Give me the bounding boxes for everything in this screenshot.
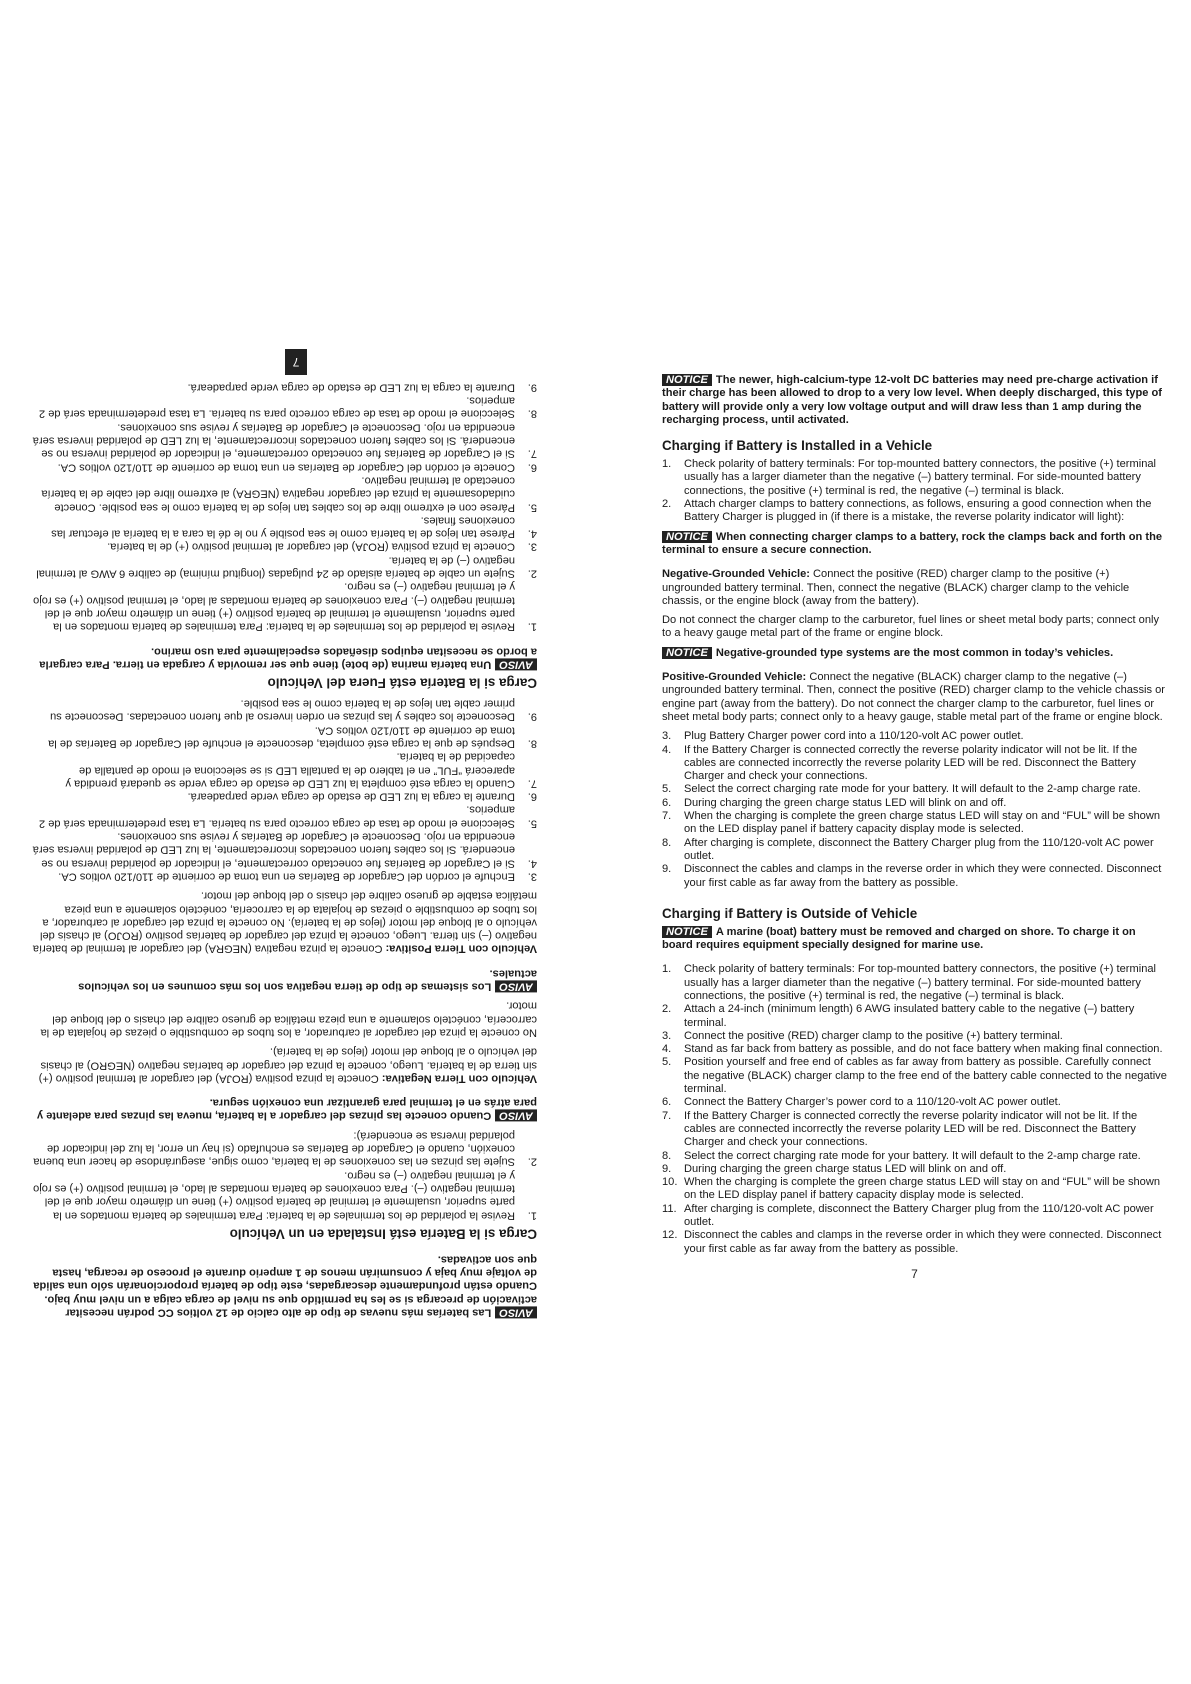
item-number: 5.	[662, 783, 672, 796]
paragraph-lead: Vehículo con Tierra Positiva:	[385, 942, 537, 955]
aviso-text: Cuando conecte las pinzas del cargador a la batería, mueva las pinzas para adelante y para atrás en el terminal para garantizar una conexión segura.	[36, 1096, 537, 1122]
item-number: 4.	[527, 857, 537, 870]
list-item	[662, 1003, 1167, 1030]
pasos-instalada-1	[32, 1128, 537, 1221]
item-text: Connect the Battery Charger’s power cord to a 110/120-volt AC power outlet.	[684, 1096, 1061, 1109]
notice-negative-common	[662, 647, 1167, 660]
item-text: If the Battery Charger is connected correctly the reverse polarity indicator will not be lit. If the cables are connected incorrectly the reverse polarity LED will be red. Disconnect the Battery Charger and check your connections.	[684, 1109, 1138, 1149]
list-item	[662, 837, 1167, 864]
list-item	[662, 810, 1167, 837]
item-number: 5.	[527, 500, 537, 513]
item-text: After charging is complete, disconnect the Battery Charger plug from the 110/120-volt AC power outlet.	[684, 1202, 1154, 1229]
item-text: Conecte la pinza positiva (ROJA) del cargador al terminal positivo (+) de la batería.	[107, 540, 515, 553]
aviso-text: Los sistemas de tipo de tierra negativa son los más comunes en los vehículos actuales.	[78, 967, 537, 993]
item-number: 3.	[662, 730, 672, 743]
item-text: During charging the green charge status LED will blink on and off.	[684, 1162, 1007, 1175]
notice-marine	[662, 926, 1167, 953]
list-item	[662, 498, 1167, 525]
item-number: 8.	[662, 836, 672, 849]
item-number: 8.	[527, 407, 537, 420]
notice-tag: NOTICE	[662, 531, 712, 543]
item-number: 7.	[662, 1109, 672, 1122]
list-item	[662, 730, 1167, 743]
list-item	[662, 783, 1167, 796]
item-text: Seleccione el modo de tasa de carga correcto para su batería. La tasa predeterminada será de 2 amperios.	[38, 803, 515, 830]
list-item	[32, 513, 537, 540]
list-item	[662, 1150, 1167, 1163]
item-text: Attach a 24-inch (minimum length) 6 AWG insulated battery cable to the negative (–) battery terminal.	[684, 1003, 1135, 1029]
section-heading-instalada: Carga si la Batería está Instalada en un Vehículo	[229, 1225, 537, 1241]
aviso-marina	[32, 644, 537, 671]
list-item	[32, 829, 537, 869]
list-item	[32, 789, 537, 802]
notice-text: A marine (boat) battery must be removed and charged on shore. To charge it on board requires equipment specially designed for marine use.	[662, 925, 1136, 952]
notice-text: The newer, high-calcium-type 12-volt DC batteries may need pre-charge activation if their charge has been allowed to drop to a very low level. When deeply discharged, this type of battery will provide only a very low voltage output and will draw less than 1 amp during the recharging process, until activated.	[662, 374, 1162, 426]
item-text: When the charging is complete the green charge status LED will stay on and “FUL” will be shown on the LED display panel if battery capacity display mode is selected.	[684, 1176, 1161, 1202]
english-page	[662, 374, 1167, 1281]
page-number-badge: 7	[285, 349, 307, 375]
aviso-tag: AVISO	[495, 1110, 537, 1122]
list-item	[662, 1043, 1167, 1056]
item-number: 4.	[662, 743, 672, 756]
list-item	[662, 1056, 1167, 1096]
item-number: 5.	[662, 1056, 672, 1069]
list-item	[32, 540, 537, 553]
item-number: 7.	[662, 810, 672, 823]
item-text: Si el Cargador de Baterías fue conectado correctamente, el indicador de polaridad inversa no se encenderá. Si los cables fueron conectados incorrectamente, la luz LED de polaridad inversa será encendida en rojo. Desconecte el Cargador de Baterías y revise sus conexiones.	[32, 830, 515, 870]
item-text: If the Battery Charger is connected correctly the reverse polarity indicator will not be lit. If the cables are connected incorrectly the reverse polarity LED will be red. Disconnect the Battery Charger and check your connections.	[684, 743, 1138, 783]
list-item	[662, 1203, 1167, 1230]
tierra-negativa-paragraph	[32, 1044, 537, 1084]
paragraph-lead: Vehículo con Tierra Negativa:	[381, 1072, 537, 1085]
aviso-text: Las baterías más nuevas de tipo de alto calcio de 12 voltios CC podrán necesitar activación de precarga si se les ha permitido que su nivel de carga caiga a un nivel muy bajo. Cuando están profundamente descargadas, este tipo de batería proporcionarán sólo una salida de voltaje muy baja y consumirán menos de 1 amperio durante el proceso de recarga, hasta que son activadas.	[33, 1253, 537, 1319]
paragraph-text: Connect the positive (RED) charger clamp to the positive (+) ungrounded battery terminal. Then, connect the negative (BLACK) charger clamp to the vehicle chassis, or the engine block (away from the battery).	[662, 568, 1130, 607]
item-number: 6.	[527, 461, 537, 474]
list-item	[662, 1163, 1167, 1176]
spanish-page-rotated	[32, 374, 537, 1318]
list-item	[662, 1096, 1167, 1109]
item-number: 11.	[662, 1202, 677, 1215]
negative-grounded-warning: Do not connect the charger clamp to the carburetor, fuel lines or sheet metal body parts; connect only to a heavy gauge metal part of the frame or engine block.	[662, 614, 1160, 640]
item-text: Select the correct charging rate mode for your battery. It will default to the 2-amp charge rate.	[684, 1149, 1141, 1162]
item-number: 6.	[527, 790, 537, 803]
item-text: During charging the green charge status LED will blink on and off.	[684, 796, 1007, 809]
item-number: 4.	[527, 527, 537, 540]
item-number: 6.	[662, 1096, 672, 1109]
item-text: Disconnect the cables and clamps in the reverse order in which they were connected. Disconnect your first cable as far away from the battery as possible.	[684, 1229, 1162, 1255]
item-number: 9.	[527, 381, 537, 394]
item-text: Seleccione el modo de tasa de carga correcto para su batería. La tasa predeterminada será de 2 amperios.	[38, 394, 515, 420]
item-number: 9.	[527, 710, 537, 723]
list-item	[662, 1110, 1167, 1150]
aviso-text: Una batería marina (de bote) tiene que ser removida y cargada en tierra. Para cargarla a bordo se necesitan equipos diseñados especialmente para uso marino.	[39, 644, 537, 671]
notice-tag: NOTICE	[662, 926, 712, 938]
item-text: Position yourself and free end of cables as far away from battery as possible. Carefully connect the negative (BLACK) charger clamp to the free end of the battery cable connected to the negative terminal.	[684, 1056, 1167, 1096]
notice-tag: NOTICE	[662, 647, 712, 659]
item-text: Check polarity of battery terminals: For top-mounted battery connectors, the positive (+) terminal usually has a larger diameter than the negative (–) battery terminal. For side-mounted battery connections, the positive (+) terminal is red, the negative (–) terminal is black.	[684, 963, 1156, 1002]
notice-text: Negative-grounded type systems are the most common in today’s vehicles.	[715, 646, 1114, 659]
section-heading-installed: Charging if Battery is Installed in a Vehicle	[662, 438, 933, 454]
paragraph-text: Connect the negative (BLACK) charger clamp to the negative (–) ungrounded battery terminal. Then, connect the positive (RED) charger clamp to the vehicle chassis or engine part (away from the battery). Do not connect the charger clamp to the carburetor, fuel lines or sheet metal body parts; connect only to a heavy gauge, stable metal part of the frame or engine block.	[662, 671, 1165, 723]
item-text: Connect the positive (RED) charger clamp to the positive (+) battery terminal.	[684, 1029, 1063, 1042]
item-number: 3.	[527, 870, 537, 883]
aviso-tag: AVISO	[495, 980, 537, 992]
aviso-tierra-negativa	[32, 966, 537, 993]
list-item	[32, 803, 537, 830]
item-text: Cuando la carga esté completa la luz LED de estado de carga verde se quedará prendida y aparecerá “FUL” en el tablero de la pantalla LED si se selecciona el modo de pantalla de capacidad de la batería.	[65, 750, 515, 790]
aviso-mover-pinzas	[32, 1095, 537, 1122]
item-number: 1.	[527, 1208, 537, 1221]
page-number: 7	[911, 1266, 918, 1281]
list-item	[32, 393, 537, 420]
item-text: Disconnect the cables and clamps in the reverse order in which they were connected. Disconnect your first cable as far away from the battery as possible.	[684, 863, 1162, 889]
list-item	[662, 1030, 1167, 1043]
aviso-tag: AVISO	[495, 658, 537, 670]
aviso-precarga	[32, 1252, 537, 1318]
list-item	[32, 1168, 537, 1221]
item-number: 2.	[527, 567, 537, 580]
list-item	[662, 963, 1167, 1003]
item-number: 4.	[662, 1043, 672, 1056]
notice-precharge	[662, 374, 1167, 427]
list-item	[662, 797, 1167, 810]
item-text: Sujete un cable de batería aislado de 24 pulgadas (longitud mínima) de calibre 6 AWG al terminal negativo (–) de la batería.	[36, 554, 515, 580]
item-number: 8.	[662, 1149, 672, 1162]
item-text: Párese tan lejos de la batería como le sea posible y no le dé la cara a la batería al efectuar las conexiones finales.	[51, 514, 515, 540]
list-item	[32, 380, 537, 393]
item-text: Check polarity of battery terminals: For top-mounted battery connectors, the positive (+) terminal usually has a larger diameter than the negative (–) battery terminal. For side-mounted battery connections, the positive (+) terminal is red, the negative (–) terminal is black.	[684, 458, 1156, 497]
item-text: Durante la carga la luz LED de estado de carga verde parpadeará.	[187, 790, 515, 803]
paragraph-text: Conecte la pinza negativa (NEGRA) del cargador al terminal de batería negativo (–) sin tierra. Luego, conecte la pinza del cargador de baterías positivo (ROJO) al chasis del vehículo o al bloque del motor (lejos de la batería). No conecte la pinza del cargador al carburador, a los tubos de combustible o piezas de hojalata de la carrocería, conéctelo solamente a una pieza metálica estable de grueso calibre del chasis o del bloque del motor.	[32, 889, 537, 955]
list-item	[32, 553, 537, 580]
steps-installed-2	[662, 730, 1167, 890]
item-number: 2.	[662, 1003, 672, 1016]
item-text: Stand as far back from battery as possible, and do not face battery when making final connection.	[684, 1043, 1163, 1056]
section-heading-outside: Charging if Battery is Outside of Vehicle	[662, 905, 918, 921]
item-number: 12.	[662, 1229, 678, 1242]
list-item	[32, 460, 537, 473]
list-item	[32, 723, 537, 750]
item-text: Desconecte los cables y las pinzas en orden inverso al que fueron conectadas. Desconecte su primer cable tan lejos de la batería como le sea posible.	[50, 697, 515, 723]
item-text: Enchufe el cordón del Cargador de Baterías en una toma de corriente de 110/120 voltios CA.	[58, 870, 515, 883]
tierra-negativa-advertencia: No conecte la pinza del cargador al carburador, a los tubos de combustible o piezas de hojalata de la carrocería, conéctelo solamente a una pieza metálica de grueso calibre del chasis o del bloque del motor.	[40, 999, 537, 1039]
list-item	[662, 458, 1167, 498]
list-item	[662, 863, 1167, 890]
item-text: Conecte el cordón del Cargador de Baterías en una toma de corriente de 110/120 voltios CA.	[57, 461, 515, 474]
item-number: 2.	[527, 1155, 537, 1168]
steps-outside	[662, 963, 1167, 1256]
item-number: 2.	[662, 498, 672, 511]
list-item	[662, 744, 1167, 784]
aviso-tag: AVISO	[495, 1306, 537, 1318]
tierra-positiva-paragraph	[32, 888, 537, 954]
paragraph-text: Conecte la pinza positiva (ROJA) del cargador al terminal positivo (+) sin tierra de la batería. Luego, conecte la pinza del cargador de baterías negativo (NEGRO) al chasis del vehículo o al bloque del motor (lejos de la batería).	[38, 1045, 537, 1085]
negative-grounded-paragraph	[662, 568, 1167, 608]
list-item	[662, 1229, 1167, 1256]
list-item	[32, 869, 537, 882]
item-text: Select the correct charging rate mode for your battery. It will default to the 2-amp charge rate.	[684, 783, 1141, 796]
item-number: 1.	[662, 458, 672, 471]
list-item	[32, 473, 537, 513]
pasos-instalada-2	[32, 696, 537, 882]
notice-rock-clamps	[662, 531, 1167, 558]
item-text: Sujete las pinzas en las conexiones de la batería, como sigue, asegurándose de hacer una buena conexión, cuando el Cargador de Baterías es enchufado (si hay un error, la luz del indicador de polaridad inversa se encenderá):	[33, 1129, 515, 1168]
item-number: 7.	[527, 447, 537, 460]
paragraph-lead: Positive-Grounded Vehicle:	[662, 671, 807, 684]
list-item	[32, 749, 537, 789]
item-text: When the charging is complete the green charge status LED will stay on and “FUL” will be shown on the LED display panel if battery capacity display mode is selected.	[684, 810, 1161, 836]
item-text: Después de que la carga esté completa, desconecte el enchufe del Cargador de Baterías de la toma de corriente de 110/120 voltios CA.	[48, 724, 515, 750]
steps-installed-1	[662, 458, 1167, 524]
item-number: 5.	[527, 817, 537, 830]
item-number: 7.	[527, 777, 537, 790]
item-text: Plug Battery Charger power cord into a 110/120-volt AC power outlet.	[684, 730, 1024, 743]
positive-grounded-paragraph	[662, 671, 1167, 724]
item-text: Revise la polaridad de los terminales de la batería: Para terminales de batería montados en la parte superior, usualmente el terminal de batería positivo (+) tiene un diámetro mayor que el del terminal negativo (–). Para conexiones de batería montadas al lado, el terminal positivo (+) es rojo y el terminal negativo (–) es negro.	[33, 580, 515, 633]
item-number: 1.	[527, 620, 537, 633]
list-item	[32, 696, 537, 723]
item-number: 6.	[662, 796, 672, 809]
list-item	[32, 579, 537, 632]
item-number: 9.	[662, 1162, 672, 1175]
notice-tag: NOTICE	[662, 374, 712, 386]
item-number: 3.	[527, 540, 537, 553]
item-number: 9.	[662, 863, 672, 876]
item-text: Attach charger clamps to battery connections, as follows, ensuring a good connection when the Battery Charger is plugged in (if there is a mistake, the reverse polarity indicator will light):	[684, 498, 1152, 524]
item-text: After charging is complete, disconnect the Battery Charger plug from the 110/120-volt AC power outlet.	[684, 836, 1154, 862]
item-text: Durante la carga la luz LED de estado de carga verde parpadeará.	[187, 381, 515, 394]
section-heading-fuera: Carga si la Batería está Fuera del Vehículo	[267, 675, 537, 691]
item-text: Revise la polaridad de los terminales de la batería: Para terminales de batería montados en la parte superior, usualmente el terminal de batería positivo (+) tiene un diámetro mayor que el del terminal negativo (–). Para conexiones de batería montadas al lado, el terminal positivo (+) es rojo y el terminal negativo (–) es negro.	[33, 1169, 515, 1221]
item-number: 1.	[662, 963, 672, 976]
item-text: Si el Cargador de Baterías fue conectado correctamente, el indicador de polaridad inversa no se encenderá. Si los cables fueron conectados incorrectamente, la luz LED de polaridad inversa será encendida en rojo. Desconecte el Cargador de Baterías y revise sus conexiones.	[32, 421, 515, 460]
pasos-fuera	[32, 380, 537, 633]
list-item	[32, 1128, 537, 1168]
item-text: Párese con el extremo libre de los cables tan lejos de la batería como le sea posible. Conecte cuidadosamente la pinza del cargador negativa (NEGRA) al extremo libre del cable de la batería conectado al terminal negativo.	[41, 474, 515, 513]
item-number: 10.	[662, 1176, 678, 1189]
notice-text: When connecting charger clamps to a battery, rock the clamps back and forth on the terminal to ensure a secure connection.	[662, 530, 1163, 556]
item-number: 3.	[662, 1029, 672, 1042]
paragraph-lead: Negative-Grounded Vehicle:	[662, 568, 810, 581]
item-number: 8.	[527, 737, 537, 750]
list-item	[662, 1176, 1167, 1203]
list-item	[32, 420, 537, 460]
